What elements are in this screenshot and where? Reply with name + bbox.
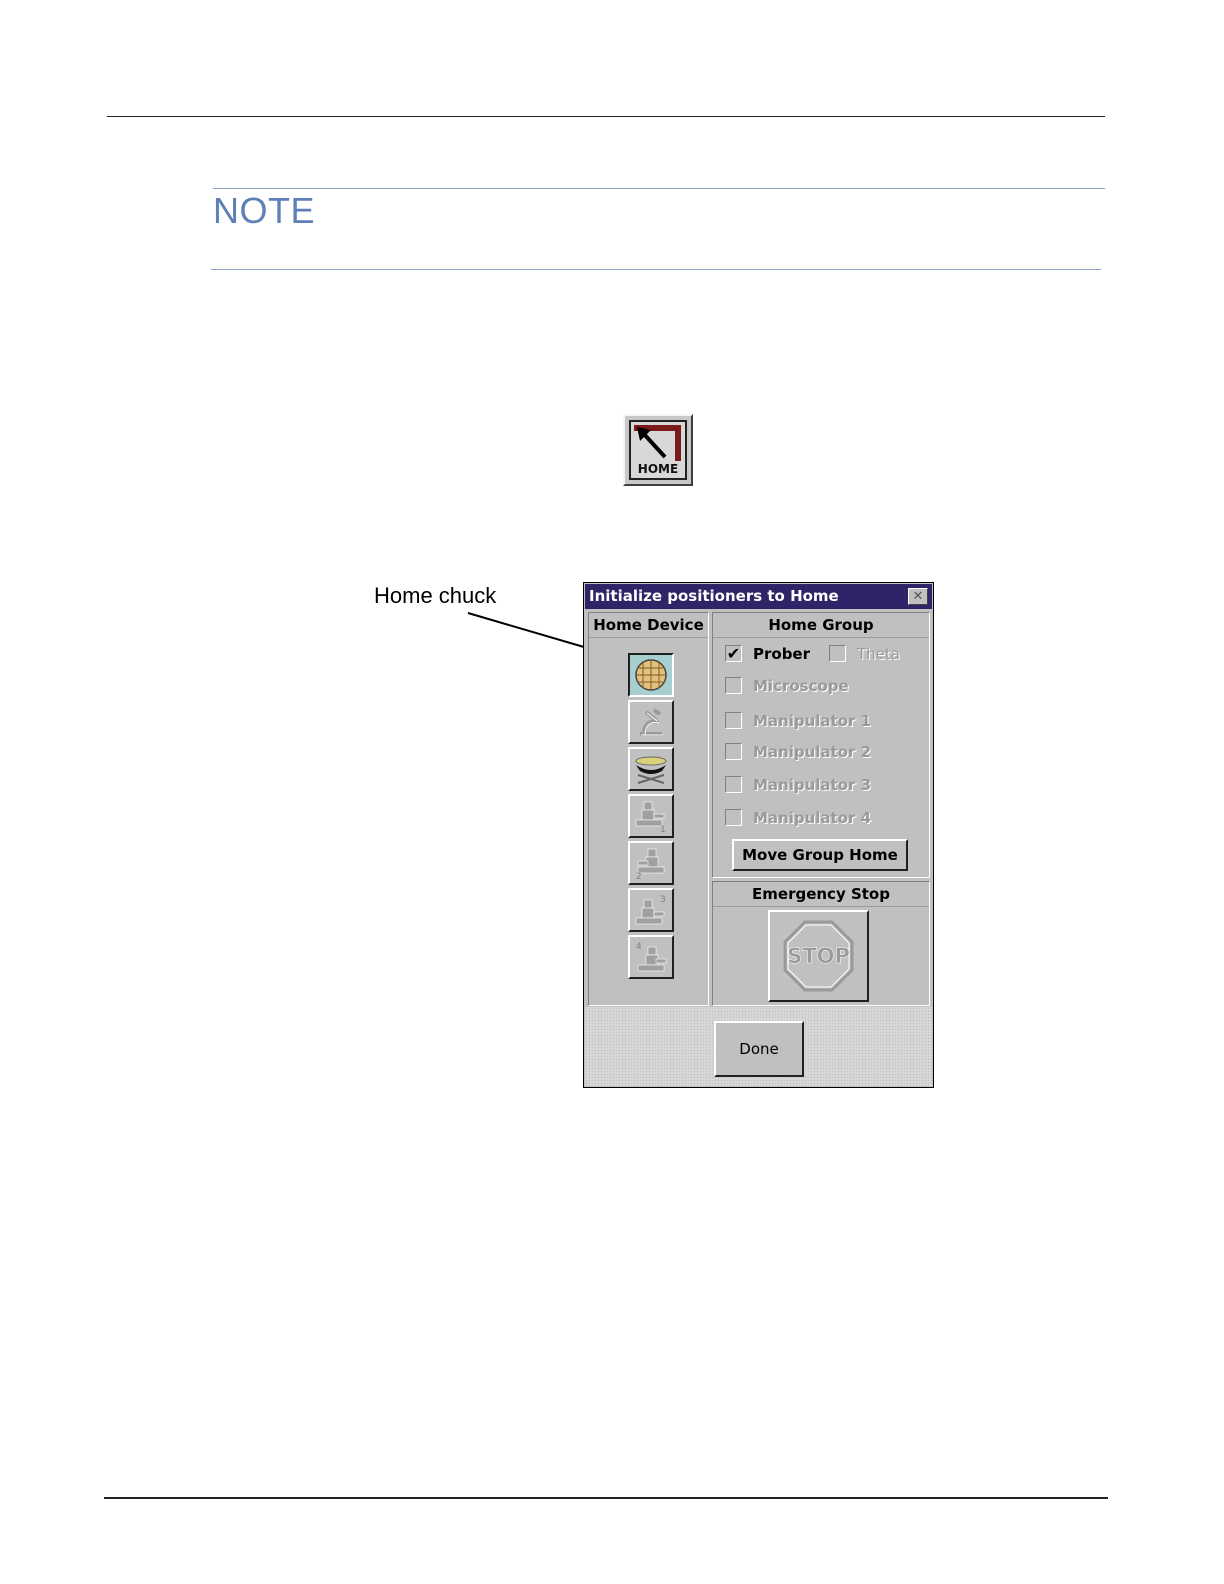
wafer-chuck-icon [632, 657, 670, 693]
home-manipulator-2-button [628, 841, 674, 885]
home-device-heading: Home Device [589, 613, 708, 638]
footer-rule [104, 1497, 1108, 1499]
manipulator-2-checkbox [725, 741, 905, 763]
move-group-home-button[interactable]: Move Group Home [732, 839, 908, 871]
home-manipulator-4-button [628, 935, 674, 979]
prober-checkbox[interactable] [725, 643, 825, 665]
manipulator-1-checkbox [725, 710, 905, 732]
emergency-stop-button[interactable] [768, 910, 869, 1002]
manipulator-3-label: Manipulator 3 [753, 776, 872, 794]
manipulator-2-icon [632, 845, 670, 881]
microscope-checkbox-box [725, 677, 742, 694]
home-microscope-button [628, 700, 674, 744]
manipulator-1-label: Manipulator 1 [753, 712, 872, 730]
close-button[interactable] [908, 588, 928, 605]
home-platen-button[interactable] [628, 747, 674, 791]
initialize-positioners-dialog [583, 582, 934, 1088]
platen-icon [632, 751, 670, 787]
dialog-title: Initialize positioners to Home [589, 587, 839, 605]
microscope-checkbox [725, 675, 905, 697]
svg-text:4: 4 [636, 942, 642, 952]
emergency-stop-panel [712, 881, 930, 1006]
manipulator-3-checkbox-box [725, 776, 742, 793]
home-group-heading: Home Group [713, 613, 929, 638]
theta-checkbox-box [829, 645, 846, 662]
done-button[interactable]: Done [714, 1021, 804, 1077]
svg-text:2: 2 [636, 872, 642, 881]
manipulator-4-checkbox [725, 807, 905, 829]
emergency-stop-heading: Emergency Stop [713, 882, 929, 907]
svg-text:3: 3 [660, 895, 666, 905]
manipulator-4-icon [632, 939, 670, 975]
note-top-rule [213, 188, 1105, 189]
svg-text:1: 1 [660, 825, 666, 834]
microscope-label: Microscope [753, 677, 849, 695]
home-manipulator-3-button [628, 888, 674, 932]
stop-sign-icon [770, 912, 867, 1000]
theta-checkbox [829, 643, 919, 665]
stop-label: STOP [787, 944, 850, 968]
manipulator-4-label: Manipulator 4 [753, 809, 872, 827]
home-label: HOME [637, 462, 679, 476]
manipulator-1-icon [632, 798, 670, 834]
theta-label: Theta [857, 645, 900, 663]
manipulator-2-checkbox-box [725, 743, 742, 760]
manipulator-2-label: Manipulator 2 [753, 743, 872, 761]
home-icon [629, 420, 687, 480]
prober-label: Prober [753, 645, 811, 663]
note-bottom-rule [211, 269, 1101, 270]
microscope-icon [632, 704, 670, 740]
home-chuck-callout: Home chuck [374, 583, 497, 608]
close-icon: ✕ [912, 589, 924, 604]
manipulator-3-checkbox [725, 774, 905, 796]
manipulator-4-checkbox-box [725, 809, 742, 826]
home-device-panel [588, 612, 709, 1006]
note-title: NOTE [213, 190, 316, 231]
prober-checkbox-box[interactable]: ✔ [726, 644, 741, 663]
manipulator-3-icon [632, 892, 670, 928]
home-chuck-button[interactable] [628, 653, 674, 697]
home-manipulator-1-button [628, 794, 674, 838]
dialog-footer [585, 1007, 932, 1086]
dialog-titlebar [585, 584, 932, 609]
home-group-panel [712, 612, 930, 878]
header-rule [107, 116, 1105, 117]
manipulator-1-checkbox-box [725, 712, 742, 729]
home-toolbar-button[interactable] [623, 414, 693, 486]
